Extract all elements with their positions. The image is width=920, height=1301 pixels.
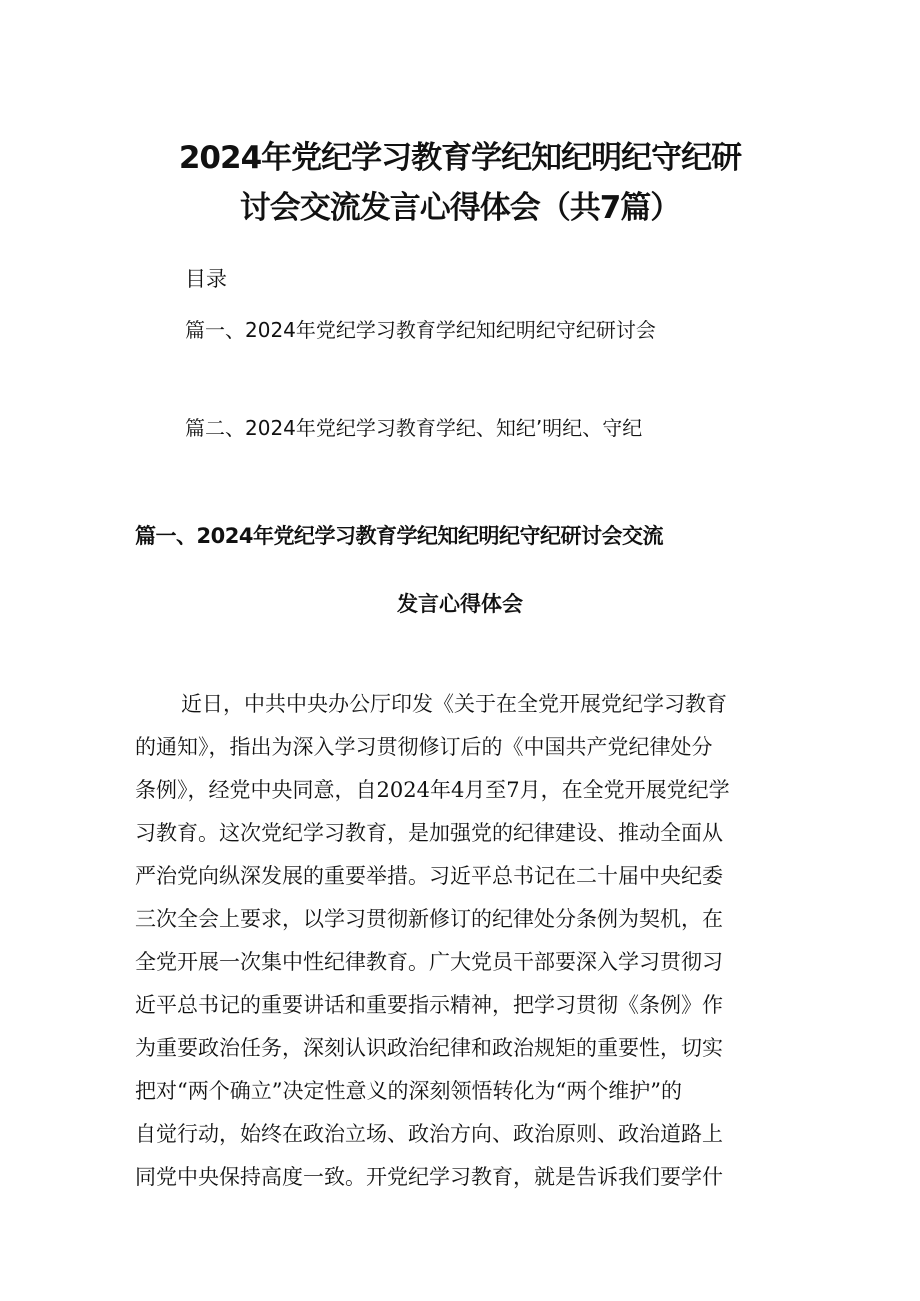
body-line: 严治党向纵深发展的重要举措。习近平总书记在二十届中央纪委 [135, 864, 723, 888]
body-paragraph [135, 683, 791, 1199]
toc-label: 目录 [185, 267, 227, 291]
document-title-line-2: 讨会交流发言心得体会（共7篇） [239, 190, 681, 226]
body-line: 三次全会上要求，以学习贯彻新修订的纪律处分条例为契机，在 [135, 907, 723, 931]
toc-item-2[interactable]: 篇二、2024年党纪学习教育学纪、知纪’明纪、守纪 [185, 416, 643, 440]
body-line: 把对“两个确立”决定性意义的深刻领悟转化为“两个维护”的 [135, 1079, 682, 1103]
body-line: 全党开展一次集中性纪律教育。广大党员干部要深入学习贯彻习 [135, 950, 723, 974]
body-line: 为重要政治任务，深刻认识政治纪律和政治规矩的重要性，切实 [135, 1036, 723, 1060]
body-line: 自觉行动，始终在政治立场、政治方向、政治原则、政治道路上 [135, 1122, 723, 1146]
section-heading-line-1: 篇一、2024年党纪学习教育学纪知纪明纪守纪研讨会交流 [135, 524, 663, 548]
document-title-line-1: 2024年党纪学习教育学纪知纪明纪守纪研 [178, 140, 742, 176]
body-line: 的通知》，指出为深入学习贯彻修订后的《中国共产党纪律处分 [135, 735, 713, 759]
body-line: 近日，中共中央办公厅印发《关于在全党开展党纪学习教育 [181, 692, 727, 716]
toc-item-1[interactable]: 篇一、2024年党纪学习教育学纪知纪明纪守纪研讨会 [185, 318, 656, 342]
body-line: 条例》，经党中央同意，自2024年4月至7月，在全党开展党纪学 [135, 778, 730, 802]
body-line: 习教育。这次党纪学习教育，是加强党的纪律建设、推动全面从 [135, 821, 723, 845]
section-heading-line-2: 发言心得体会 [397, 592, 523, 616]
body-line: 近平总书记的重要讲话和重要指示精神，把学习贯彻《条例》作 [135, 993, 723, 1017]
body-line: 同党中央保持高度一致。开党纪学习教育，就是告诉我们要学什 [135, 1165, 723, 1189]
